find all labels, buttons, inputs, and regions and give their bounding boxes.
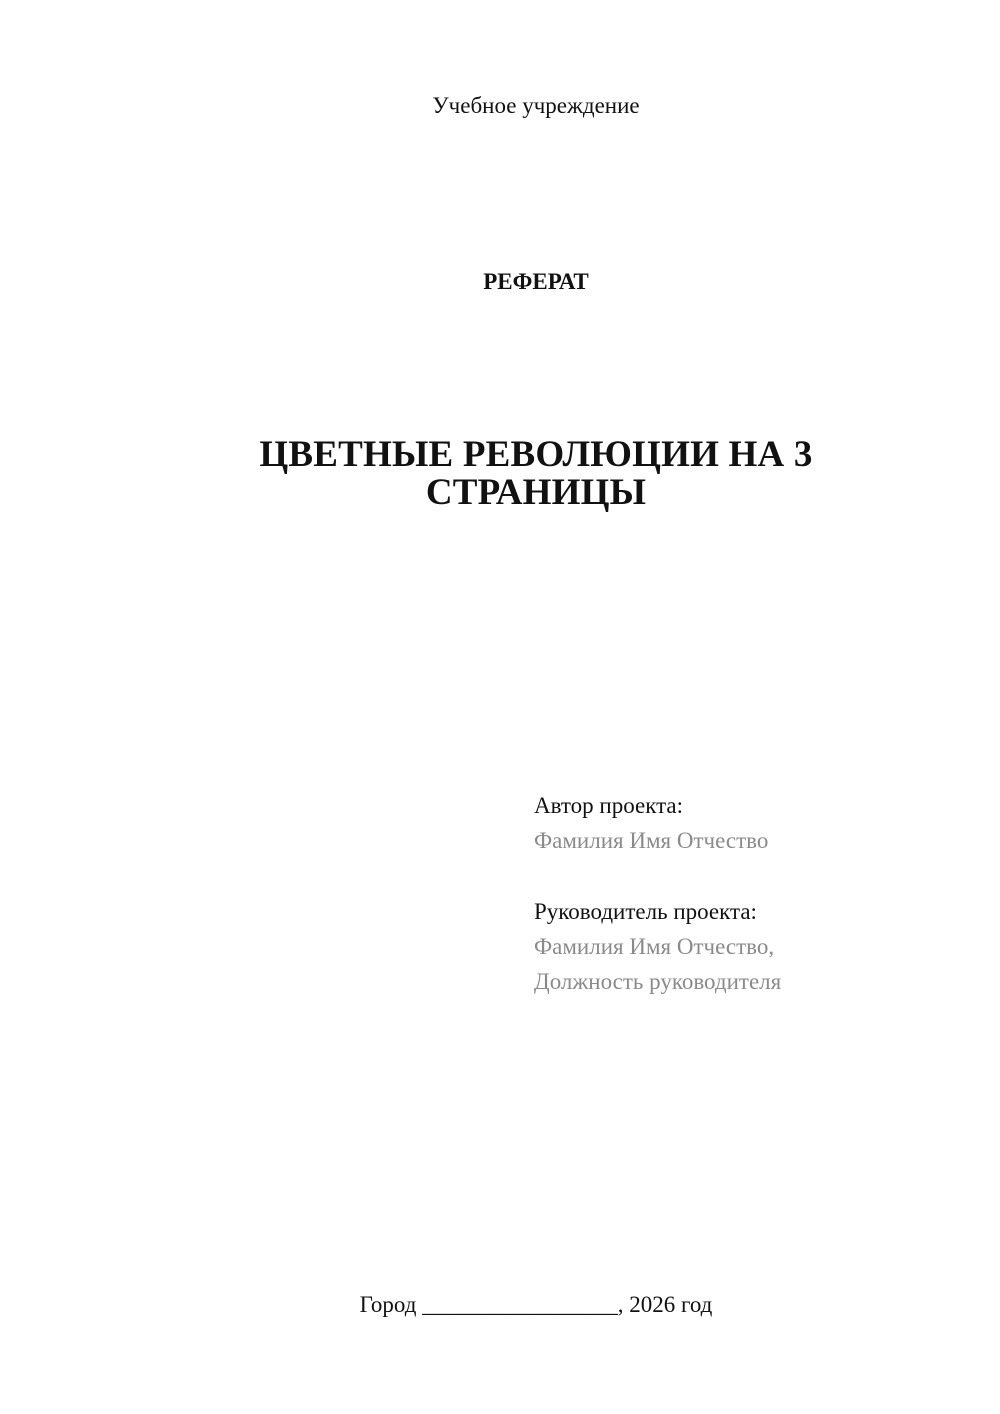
- supervisor-position: Должность руководителя: [534, 969, 782, 994]
- title-line-2: СТРАНИЦЫ: [425, 472, 647, 513]
- city-year-line: Город _________________, 2026 год: [359, 1292, 713, 1317]
- document-title: [230, 436, 842, 512]
- info-spacer: [534, 858, 974, 894]
- supervisor-name: Фамилия Имя Отчество,: [534, 934, 775, 959]
- title-line-1: ЦВЕТНЫЕ РЕВОЛЮЦИИ НА 3: [259, 434, 813, 475]
- supervisor-label: Руководитель проекта:: [534, 899, 757, 924]
- institution-name: Учебное учреждение: [432, 93, 640, 118]
- project-info: [534, 788, 974, 999]
- author-label: Автор проекта:: [534, 793, 683, 818]
- author-name: Фамилия Имя Отчество: [534, 828, 769, 853]
- document-type: РЕФЕРАТ: [483, 269, 589, 294]
